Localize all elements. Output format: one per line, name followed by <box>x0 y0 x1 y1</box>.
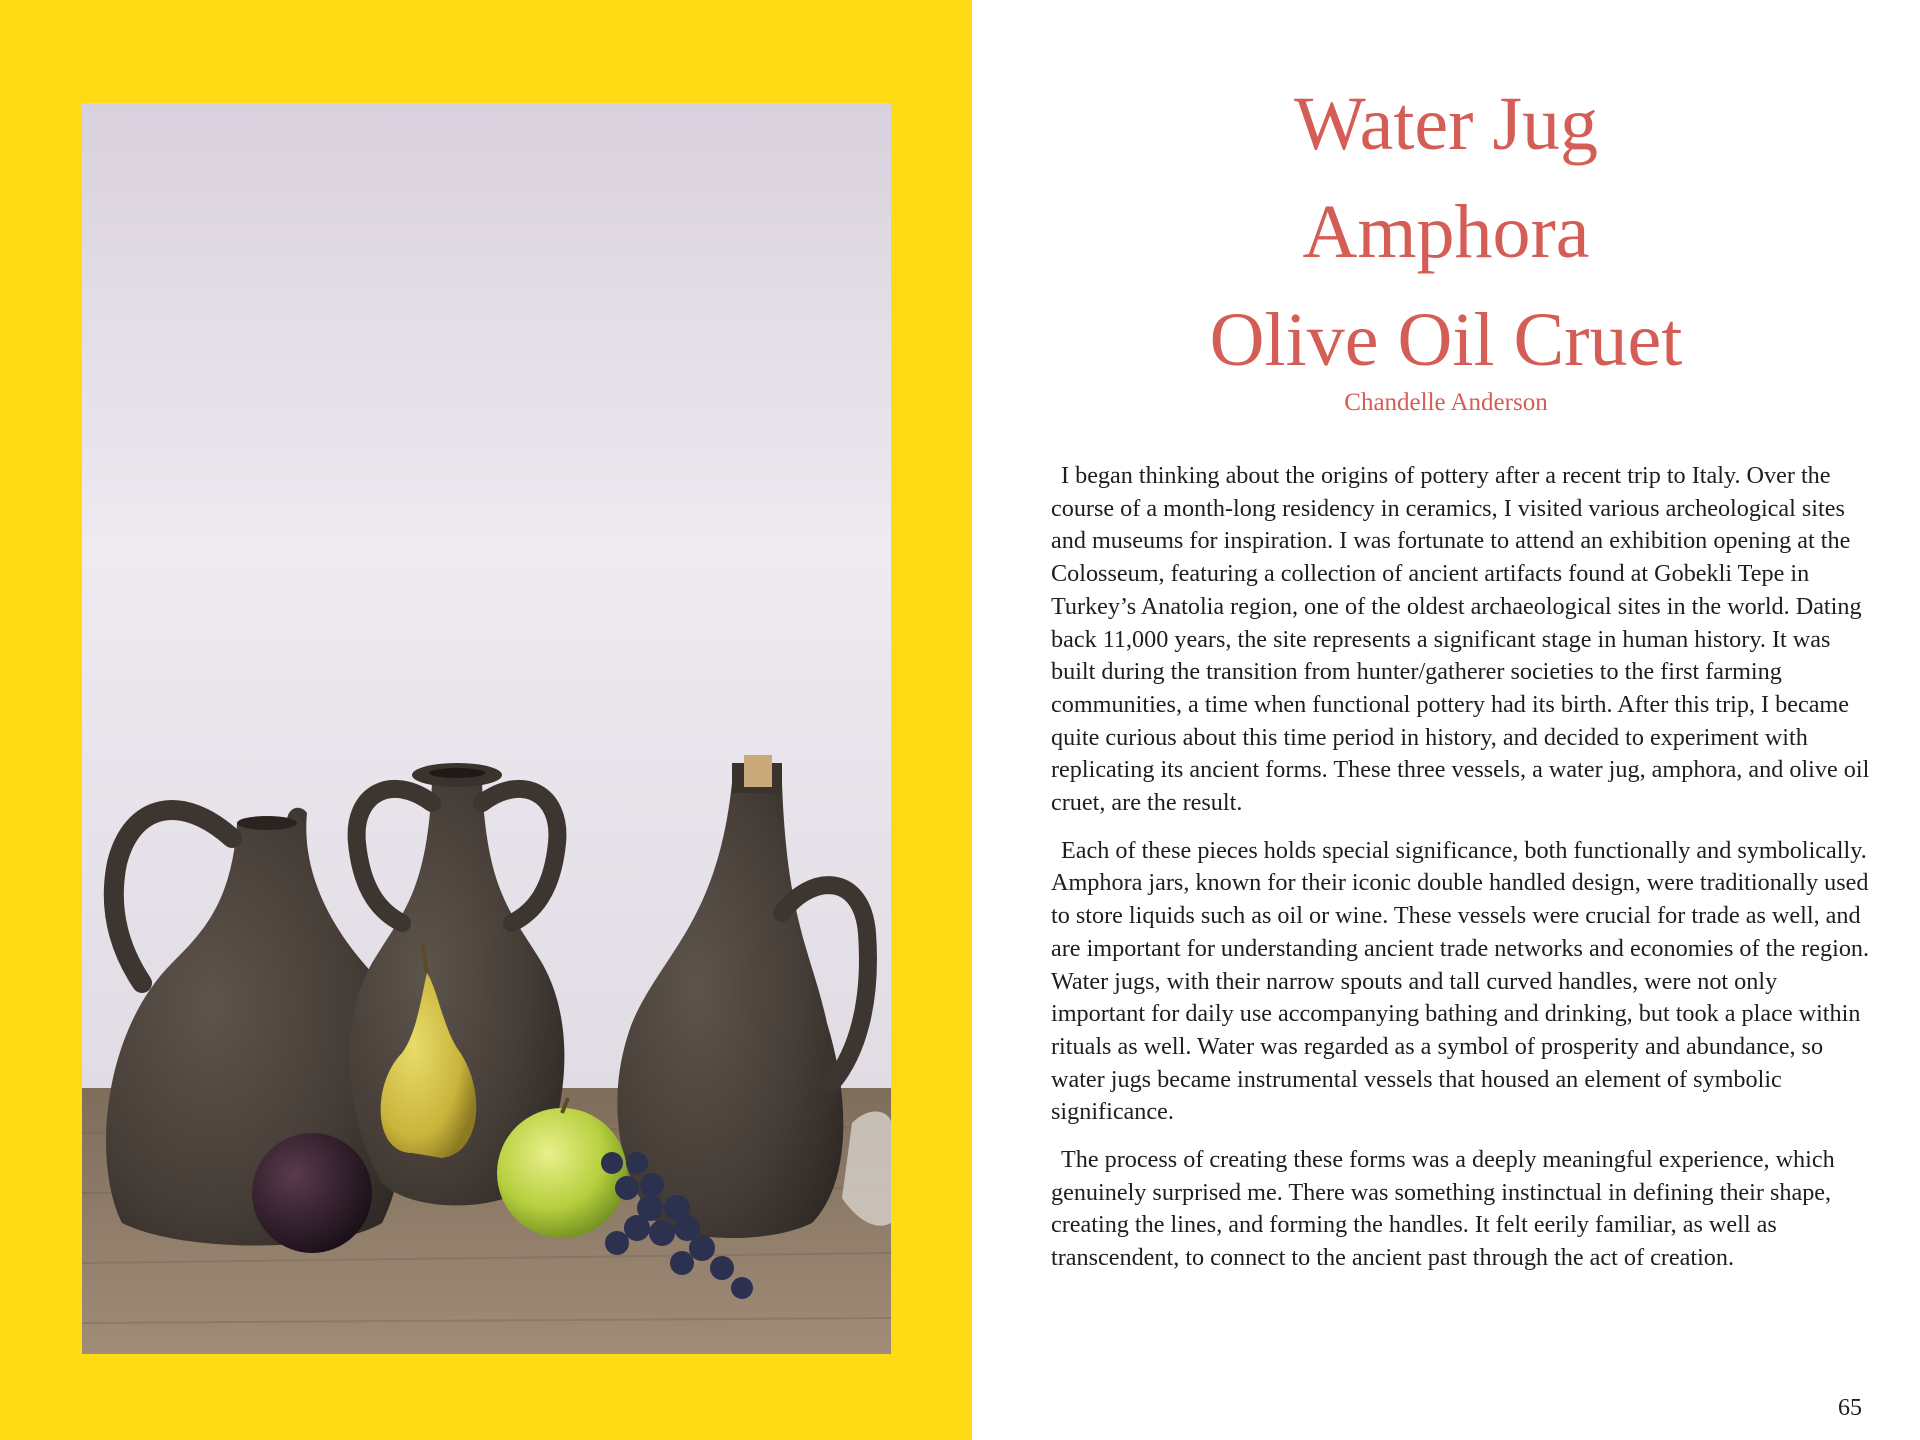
body-text <box>1051 460 1871 1290</box>
page-number: 65 <box>1838 1395 1862 1421</box>
title-water-jug: Water Jug <box>1293 82 1599 166</box>
title-amphora: Amphora <box>1302 190 1590 274</box>
paragraph: The process of creating these forms was a deeply meaningful experience, which genuinely surprised me. There was something instinctual in defining their shape, creating the lines, and forming the handles. It felt eerily familiar, as well as transcendent, to connect to the ancient past through the act of creation. <box>1051 1146 1835 1272</box>
right-page <box>972 0 1920 1440</box>
title-block <box>972 70 1920 420</box>
plum <box>252 1133 372 1253</box>
paragraph: I began thinking about the origins of pottery after a recent trip to Italy. Over the course of a month-long residency in ceramics, I visited various archeological sites and museums for inspiration. I was fortunate to attend an exhibition opening at the Colosseum, featuring a collection of ancient artifacts found at Gobekli Tepe in Turkey’s Anatolia region, one of the oldest archaeological sites in the world. Dating back 11,000 years, the site represents a significant stage in human history. It was built during the transition from hunter/gatherer societies to the first farming communities, a time when functional pottery had its birth. After this trip, I became quite curious about this time period in history, and decided to experiment with replicating its ancient forms. These three vessels, a water jug, amphora, and olive oil cruet, are the result. <box>1051 462 1870 817</box>
author-name: Chandelle Anderson <box>1344 389 1548 416</box>
cork <box>744 755 772 787</box>
still-life-photo <box>82 103 891 1354</box>
title-olive-oil-cruet: Olive Oil Cruet <box>1209 298 1683 382</box>
paragraph: Each of these pieces holds special significance, both functionally and symbolically. Amphora jars, known for their iconic double handled design, were traditionally used to store liquids such as oil or wine. These vessels were crucial for trade as well, and are important for understanding ancient trade networks and economies of the region. Water jugs, with their narrow spouts and tall curved handles, were not only important for daily use accompanying bathing and drinking, but took a place within rituals as well. Water was regarded as a symbol of prosperity and abundance, so water jugs became instrumental vessels that housed an element of symbolic significance. <box>1051 836 1870 1126</box>
